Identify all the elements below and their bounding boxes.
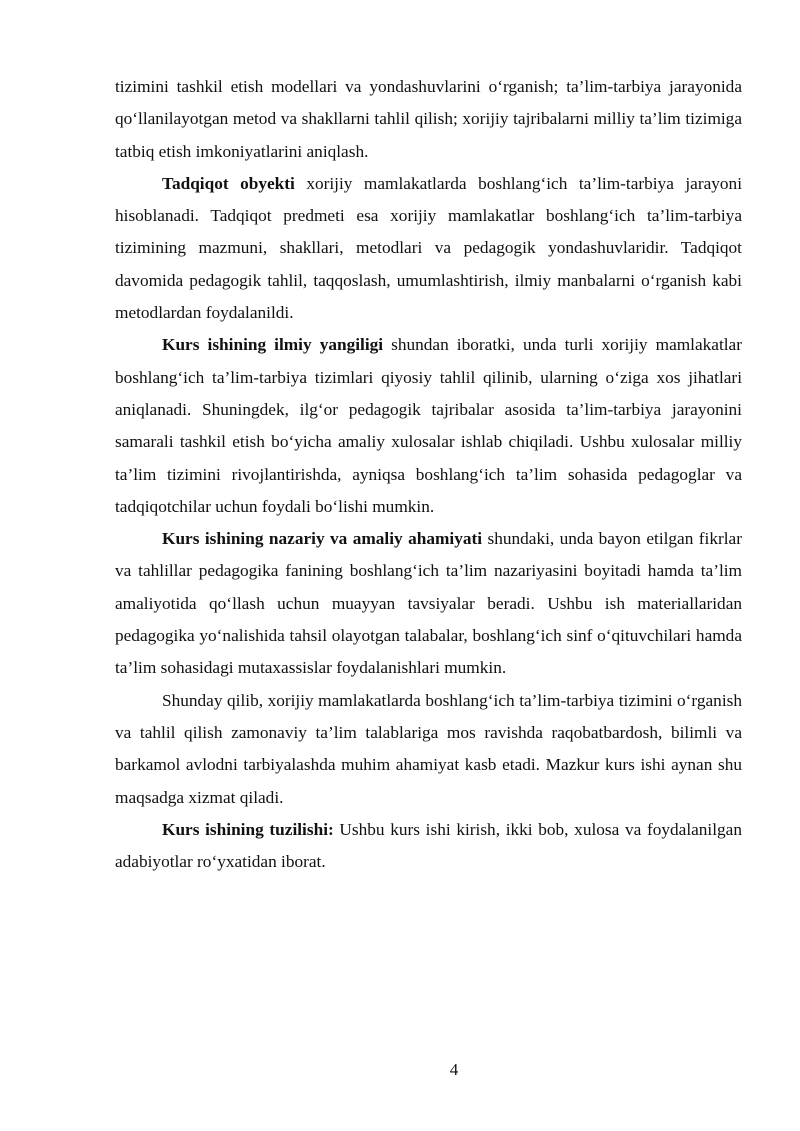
paragraph-heading: Kurs ishining nazariy va amaliy ahamiyati [162, 529, 483, 549]
paragraph-text: Shunday qilib, xorijiy mamlakatlarda boshlang‘ich ta’lim-tarbiya tizimini o‘rganish va tahlil qilish zamonaviy ta’lim talablariga mos ravishda raqobatbardosh, bilimli va barkamol avlodni tarbiyalashda muhim ahamiyat kasb etadi. Mazkur kurs ishi aynan shu maqsadga xizmat qiladi. [115, 690, 742, 807]
paragraph-conclusion [115, 685, 742, 814]
paragraph-objectives-continued [115, 71, 742, 168]
paragraph-heading: Tadqiqot obyekti [162, 173, 295, 193]
paragraph-significance [115, 523, 742, 684]
paragraph-structure [115, 814, 742, 879]
paragraph-text: tizimini tashkil etish modellari va yondashuvlarini o‘rganish; ta’lim-tarbiya jarayonida qo‘llanilayotgan metod va shakllarni tahlil qilish; xorijiy tajribalarni milliy ta’lim tizimiga tatbiq etish imkoniyatlarini aniqlash. [115, 77, 742, 161]
paragraph-text: shundaki, unda bayon etilgan fikrlar va tahlillar pedagogika fanining boshlang‘ich ta’lim nazariyasini boyitadi hamda ta’lim amaliyotida qo‘llash uchun muayyan tavsiyalar beradi. Ushbu ish materiallaridan pedagogika yo‘nalishida tahsil olayotgan talabalar, boshlang‘ich sinf o‘qituvchilari hamda ta’lim sohasidagi mutaxassislar foydalanishlari mumkin. [115, 529, 742, 678]
paragraph-text: shundan iboratki, unda turli xorijiy mamlakatlar boshlang‘ich ta’lim-tarbiya tizimlari qiyosiy tahlil qilinib, ularning o‘ziga xos jihatlari aniqlanadi. Shuningdek, ilg‘or pedagogik tajribalar asosida ta’lim-tarbiya jarayonini samarali tashkil etish bo‘yicha amaliy xulosalar ishlab chiqiladi. Ushbu xulosalar milliy ta’lim tizimini rivojlantirishda, ayniqsa boshlang‘ich ta’lim sohasida pedagoglar va tadqiqotchilar uchun foydali bo‘lishi mumkin. [115, 335, 742, 516]
paragraph-heading: Kurs ishining tuzilishi: [162, 819, 334, 839]
paragraph-research-object [115, 168, 742, 329]
document-body [115, 71, 742, 878]
paragraph-text: Ushbu kurs ishi kirish, ikki bob, xulosa va foydalanilgan adabiyotlar ro‘yxatidan iborat. [115, 819, 742, 872]
paragraph-heading: Kurs ishining ilmiy yangiligi [162, 335, 384, 355]
paragraph-text: xorijiy mamlakatlarda boshlang‘ich ta’lim-tarbiya jarayoni hisoblanadi. Tadqiqot predmeti esa xorijiy mamlakatlar boshlang‘ich ta’lim-tarbiya tizimining mazmuni, shakllari, metodlari va pedagogik yondashuvlaridir. Tadqiqot davomida pedagogik tahlil, taqqoslash, umumlashtirish, ilmiy manbalarni o‘rganish kabi metodlardan foydalanildi. [115, 173, 742, 323]
page-number: 4 [449, 1060, 459, 1079]
paragraph-scientific-novelty [115, 329, 742, 523]
